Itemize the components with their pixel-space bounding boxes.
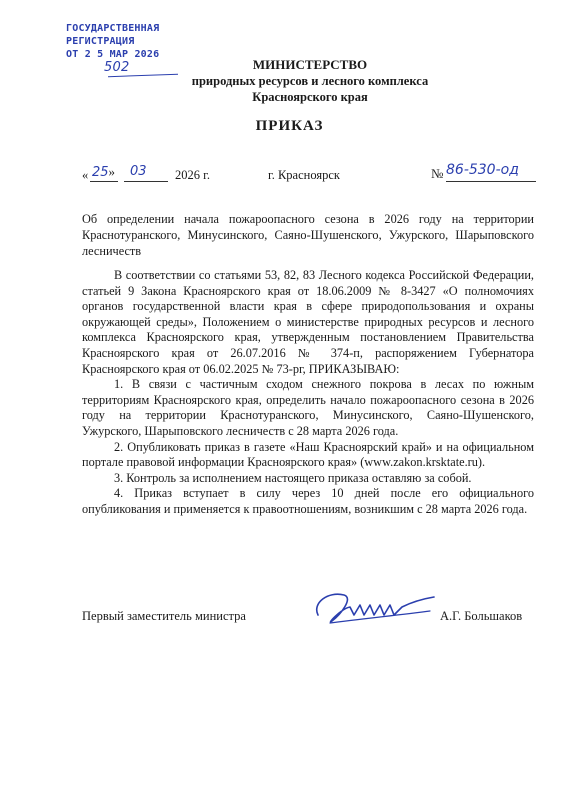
signer-name: А.Г. Большаков [440,609,523,623]
order-number: 86-530-од [446,162,519,178]
order-preamble: В соответствии со статьями 53, 82, 83 Лесного кодекса Российской Федерации, статьей 9 Закона Красноярского края от 18.06.2009 № 8-3427 «О полномочиях органов государственной власти края в сфере природопользования и охраны окружающей среды», Положением о министерстве природных ресурсов и лесного комплекса Красноярского края, утвержденным постановлением Правительства Красноярского края от 26.07.2016 № 374-п, распоряжением Губернатора Красноярского края от 06.02.2025 № 73-рг, ПРИКАЗЫВАЮ: [82,268,534,376]
order-number-underline [446,181,536,182]
ministry-line-3: Красноярского края [252,90,368,104]
date-open-quote: « [82,168,89,182]
stamp-date: 2 5 МАР 2026 [84,49,160,60]
ministry-header [180,57,440,105]
date-month-underline [124,181,168,182]
date-day: 25» [92,164,116,180]
city: г. Красноярск [268,168,340,182]
order-subject: Об определении начала пожароопасного сезона в 2026 году на территории Краснотуранского, Минусинского, Саяно-Шушенского, Ужурского, Шарыповского лесничеств [82,212,534,258]
date-close-quote: » [108,164,116,179]
date-year: 2026 г. [175,168,210,182]
order-item-1: 1. В связи с частичным сходом снежного покрова в лесах по южным территориям Красноярского края, определить начало пожароопасного сезона в 2026 году на территории Краснотуранского, Минусинского, Саяно-Шушенского, Ужурского, Шарыповского лесничеств с 28 марта 2026 года. [82,377,534,438]
order-item-4: 4. Приказ вступает в силу через 10 дней после его официального опубликования и применяется к правоотношениям, возникшим с 28 марта 2026 года. [82,486,534,516]
date-day-underline [90,181,118,182]
stamp-number: 502 [104,60,130,75]
handwritten-signature [310,585,440,635]
ministry-line-2: природных ресурсов и лесного комплекса [191,74,429,88]
stamp-line-2: РЕГИСТРАЦИЯ [66,36,135,47]
registration-stamp [66,22,186,75]
ministry-title: МИНИСТЕРСТВО [252,57,368,72]
order-number-label: № [431,166,444,181]
stamp-date-prefix: ОТ [66,49,79,60]
document-type: ПРИКАЗ [255,118,324,134]
date-month: 03 [130,164,147,179]
order-item-2: 2. Опубликовать приказ в газете «Наш Красноярский край» и на официальном портале правовой информации Красноярского края» (www.zakon.krsktate.ru). [82,439,534,470]
order-item-3: 3. Контроль за исполнением настоящего приказа оставляю за собой. [114,470,472,485]
order-body [82,268,534,518]
stamp-line-1: ГОСУДАРСТВЕННАЯ [66,23,160,34]
signer-position: Первый заместитель министра [82,609,246,623]
